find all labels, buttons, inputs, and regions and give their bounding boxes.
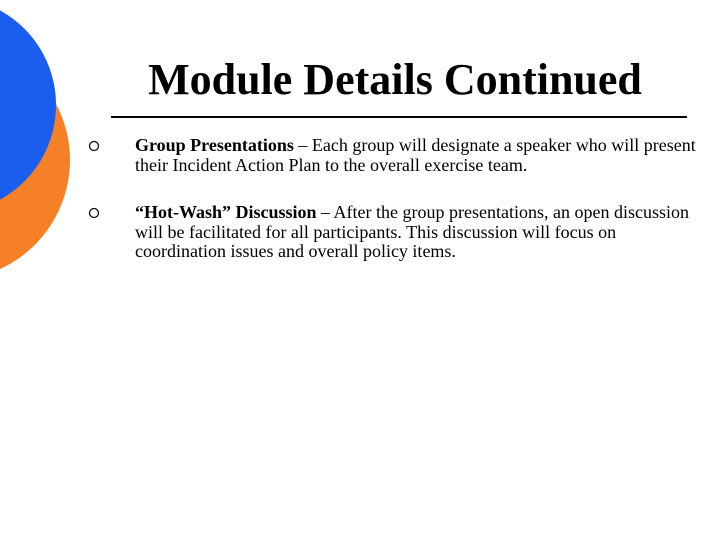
bullet-term: “Hot-Wash” Discussion	[135, 202, 317, 222]
hollow-circle-icon	[87, 206, 101, 220]
bullet-text	[135, 136, 705, 175]
bullet-term: Group Presentations	[135, 135, 294, 155]
hollow-circle-icon	[87, 139, 101, 153]
bullet-description: – After the group presentations, an open discussion will be facilitated for all participants. This discussion will focus on coordination issues and overall policy items.	[135, 202, 689, 261]
bullet-description: – Each group will designate a speaker who will present their Incident Action Plan to the overall exercise team.	[135, 135, 696, 175]
bullet-text	[135, 203, 705, 262]
slide-title: Module Details Continued	[148, 55, 642, 104]
